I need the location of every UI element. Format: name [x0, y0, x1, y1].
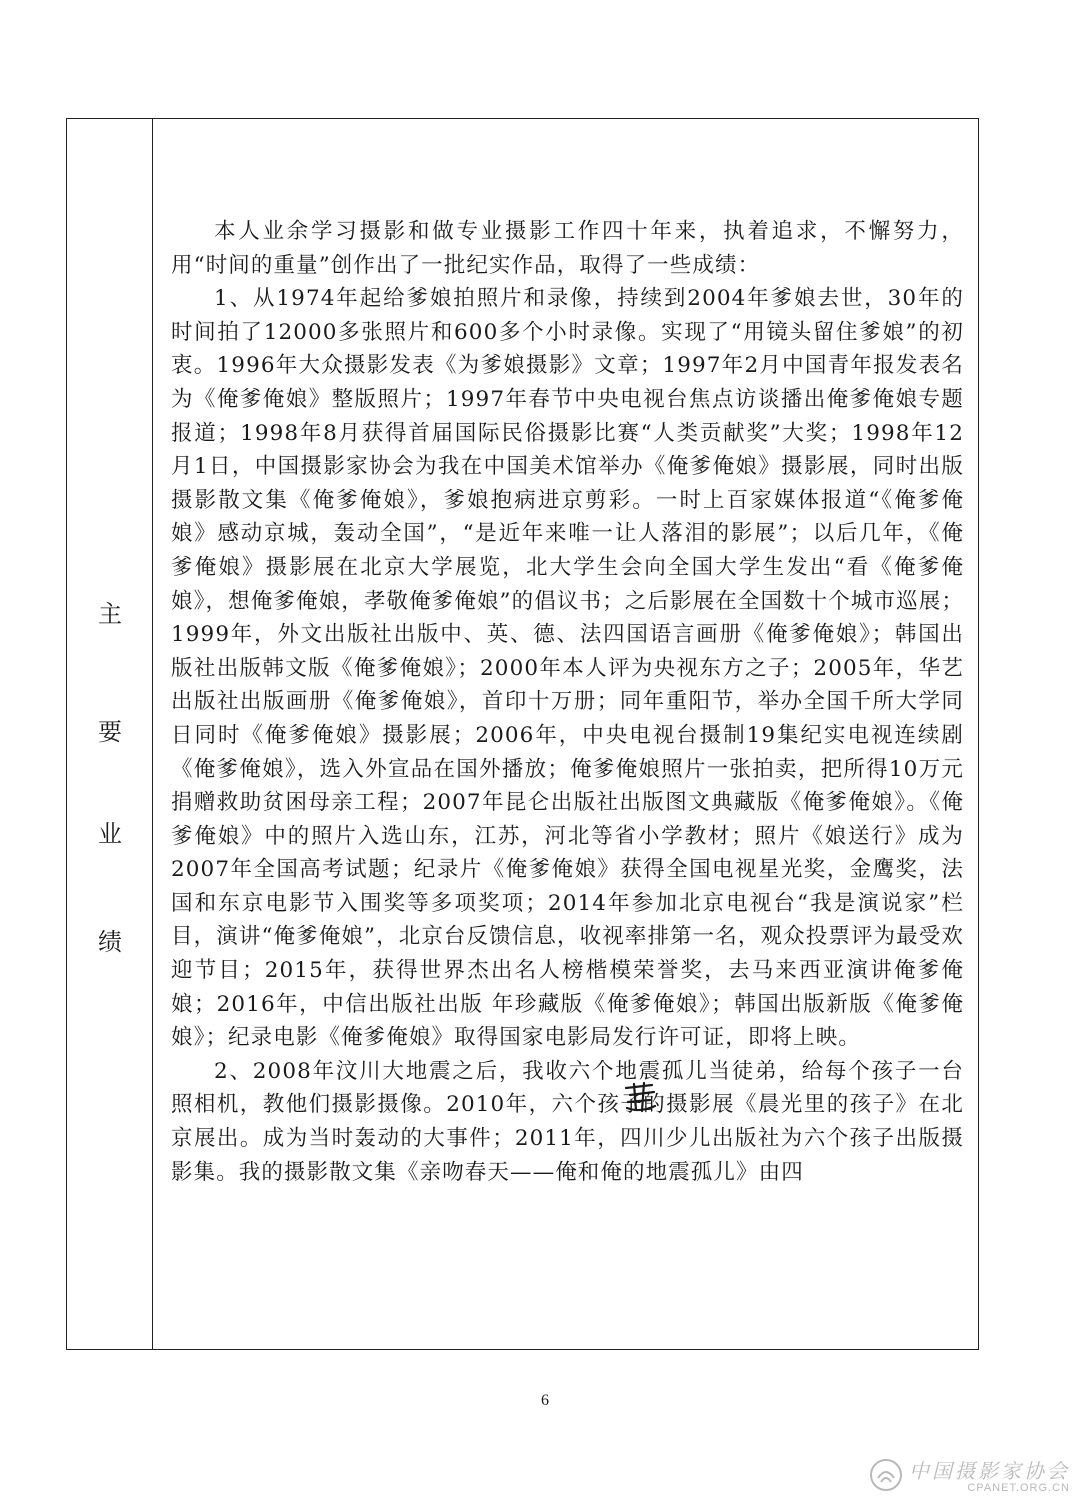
- section-label-char: 业: [98, 820, 122, 848]
- cpa-logo-icon: [869, 1458, 903, 1492]
- watermark: [869, 1455, 1070, 1494]
- achievement-paragraph-2: 2、2008年汶川大地震之后，我收六个地震孤儿当徒弟，给每个孩子一台照相机，教他们摄影摄像。2010年，六个孩子的摄影展《晨光里的孩子》在北京展出。成为当时轰动的大事件；2011年，四川少儿出版社为六个孩子出版摄影集。我的摄影散文集《亲吻春天——俺和俺的地震孤儿》由四: [171, 1058, 964, 1185]
- achievement-paragraph-1: 1、从1974年起给爹娘拍照片和录像，持续到2004年爹娘去世，30年的时间拍了12000多张照片和600多个小时录像。实现了“用镜头留住爹娘”的初衷。1996年大众摄影发表《为爹娘摄影》文章；1997年2月中国青年报发表名为《俺爹俺娘》整版照片；1997年春节中央电视台焦点访谈播出俺爹俺娘专题报道；1998年8月获得首届国际民俗摄影比赛“人类贡献奖”大奖；1998年12月1日，中国摄影家协会为我在中国美术馆举办《俺爹俺娘》摄影展，同时出版摄影散文集《俺爹俺娘》，爹娘抱病进京剪彩。一时上百家媒体报道“《俺爹俺娘》感动京城，轰动全国”，“是近年来唯一让人落泪的影展”；以后几年，《俺爹俺娘》摄影展在北京大学展览，北大学生会向全国大学生发出“看《俺爹俺娘》，想俺爹俺娘，孝敬俺爹俺娘”的倡议书；之后影展在全国数十个城市巡展；1999年，外文出版社出版中、英、德、法四国语言画册《俺爹俺娘》；韩国出版社出版韩文版《俺爹俺娘》；2000年本人评为央视东方之子；2005年，华艺出版社出版画册《俺爹俺娘》，首印十万册；同年重阳节，举办全国千所大学同日同时《俺爹俺娘》摄影展；2006年，中央电视台摄制19集纪实电视连续剧《俺爹俺娘》，选入外宣品在国外播放；俺爹俺娘照片一张拍卖，把所得10万元捐赠救助贫困母亲工程；2007年昆仑出版社出版图文典藏版《俺爹俺娘》。《俺爹俺娘》中的照片入选山东，江苏，河北等省小学教材；照片《娘送行》成为2007年全国高考试题；纪录片《俺爹俺娘》获得全国电视星光奖，金鹰奖，法国和东京电影节入围奖等多项奖项；2014年参加北京电视台“我是演说家”栏目，演讲“俺爹俺娘”，北京台反馈信息，收视率排第一名，观众投票评为最受欢迎节目；2015年，获得世界杰出名人榜楷模荣誉奖，去马来西亚演讲俺爹俺娘；2016年，中信出版社出版 年珍藏版《俺爹俺娘》；韩国出版新版《俺爹俺娘》；纪录电影《俺爹俺娘》取得国家电影局发行许可证，即将上映。: [171, 286, 964, 1051]
- achievements-table: [66, 118, 979, 1350]
- page-number: 6: [541, 1392, 549, 1409]
- section-label-char: 要: [98, 718, 122, 746]
- section-label-column: [67, 119, 153, 1349]
- intro-paragraph: 本人业余学习摄影和做专业摄影工作四十年来，执着追求，不懈努力，用“时间的重量”创作出了一批纪实作品，取得了一些成绩：: [171, 219, 964, 278]
- watermark-chinese: 中国摄影家协会: [909, 1459, 1070, 1483]
- achievements-content: [155, 119, 978, 1349]
- handwritten-correction-mark: [622, 1080, 660, 1114]
- watermark-english: CPANET.ORG.CN: [967, 1482, 1070, 1494]
- section-label-char: 主: [98, 600, 122, 628]
- section-label-char: 绩: [98, 928, 122, 956]
